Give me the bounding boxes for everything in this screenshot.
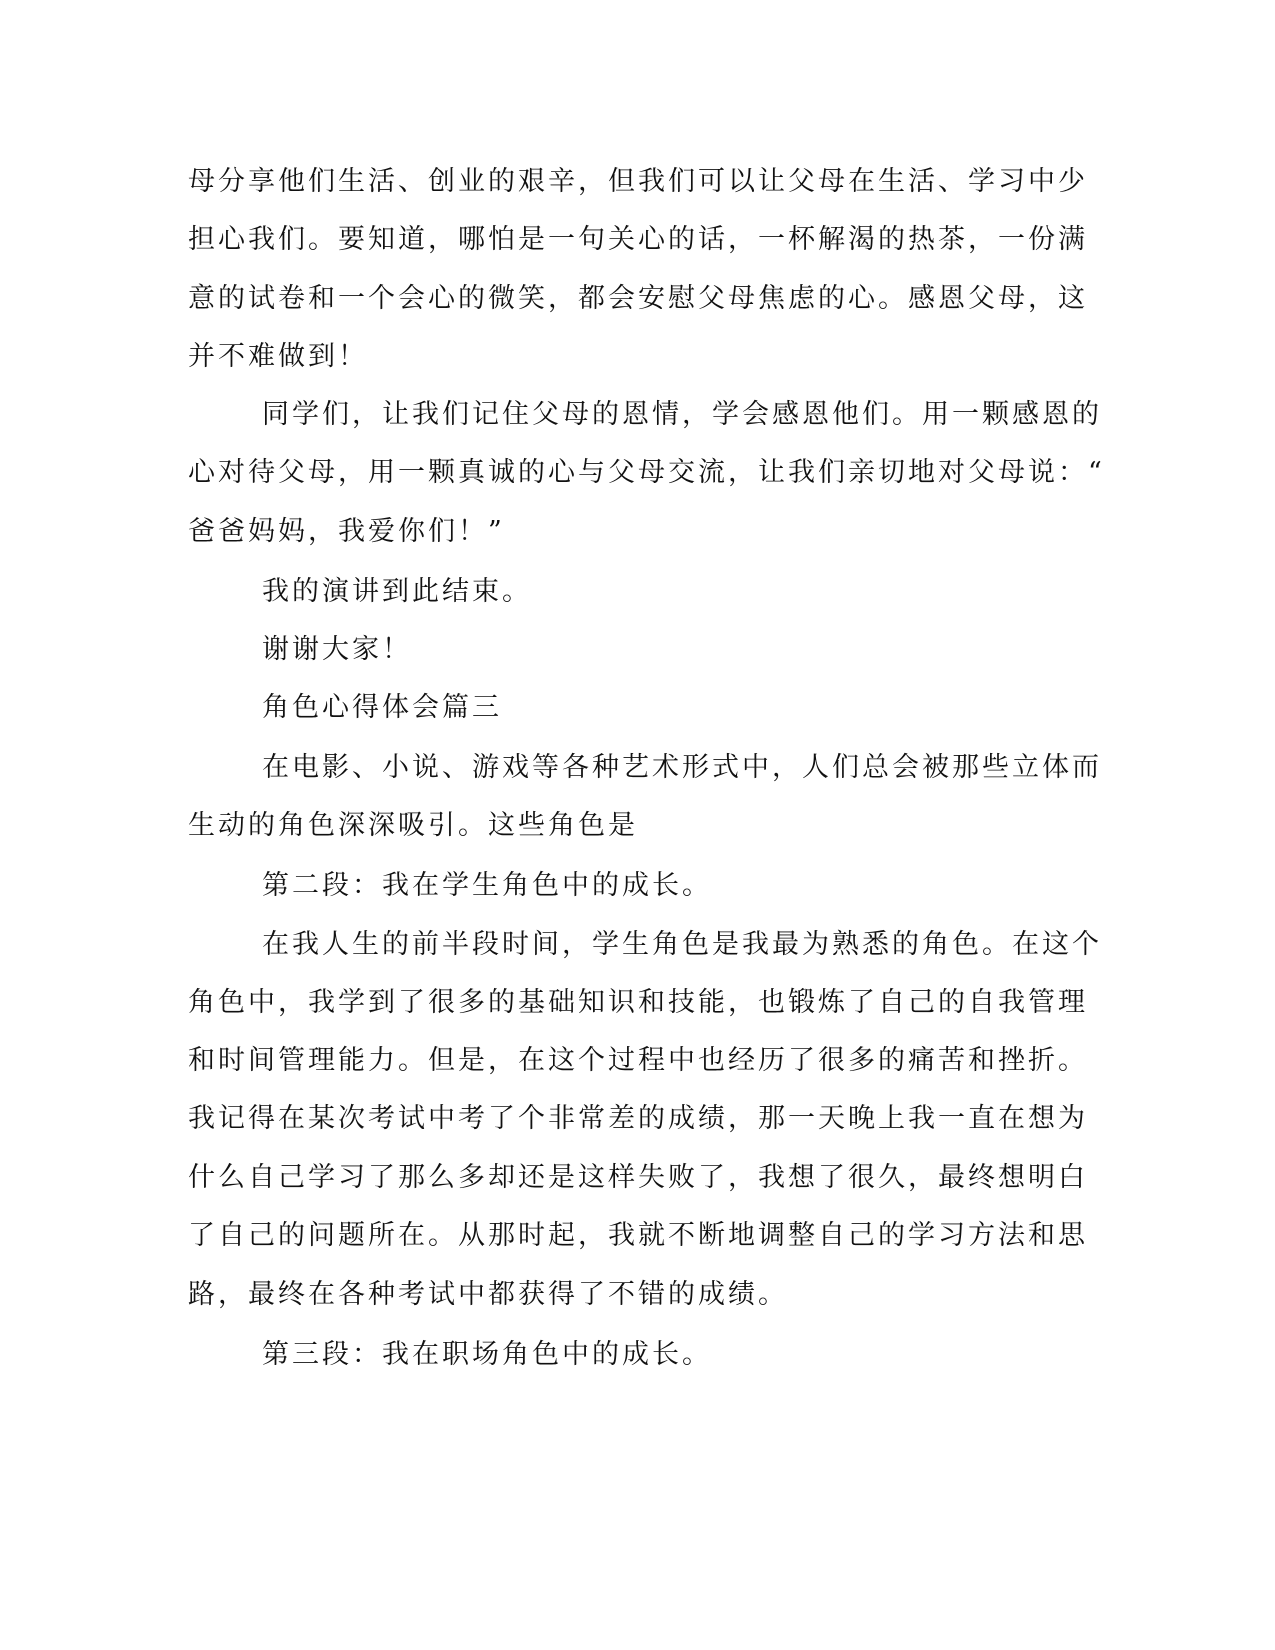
subsection-heading: 第二段：我在学生角色中的成长。 bbox=[262, 870, 712, 901]
paragraph-line: 并不难做到！ bbox=[188, 341, 368, 372]
paragraph-line: 母分享他们生活、创业的艰辛，但我们可以让父母在生活、学习中少 bbox=[188, 166, 1088, 197]
paragraph-line: 爸爸妈妈，我爱你们！” bbox=[188, 516, 505, 547]
paragraph-line: 路，最终在各种考试中都获得了不错的成绩。 bbox=[188, 1279, 788, 1310]
paragraph-line: 什么自己学习了那么多却还是这样失败了，我想了很久，最终想明白 bbox=[188, 1162, 1088, 1193]
subsection-heading: 第三段：我在职场角色中的成长。 bbox=[262, 1339, 712, 1370]
paragraph-line: 我记得在某次考试中考了个非常差的成绩，那一天晚上我一直在想为 bbox=[188, 1103, 1088, 1134]
paragraph-line: 了自己的问题所在。从那时起，我就不断地调整自己的学习方法和思 bbox=[188, 1220, 1088, 1251]
paragraph-line: 心对待父母，用一颗真诚的心与父母交流，让我们亲切地对父母说：“ bbox=[188, 457, 1105, 488]
paragraph-line: 在我人生的前半段时间，学生角色是我最为熟悉的角色。在这个 bbox=[262, 929, 1102, 960]
paragraph-line: 担心我们。要知道，哪怕是一句关心的话，一杯解渴的热茶，一份满 bbox=[188, 224, 1088, 255]
section-title: 角色心得体会篇三 bbox=[262, 692, 502, 723]
paragraph-line: 同学们，让我们记住父母的恩情，学会感恩他们。用一颗感恩的 bbox=[262, 399, 1102, 430]
paragraph-line: 在电影、小说、游戏等各种艺术形式中，人们总会被那些立体而 bbox=[262, 752, 1102, 783]
paragraph-line: 意的试卷和一个会心的微笑，都会安慰父母焦虑的心。感恩父母，这 bbox=[188, 283, 1088, 314]
paragraph-line: 和时间管理能力。但是，在这个过程中也经历了很多的痛苦和挫折。 bbox=[188, 1045, 1088, 1076]
closing-line: 我的演讲到此结束。 bbox=[262, 576, 532, 607]
thanks-line: 谢谢大家！ bbox=[262, 634, 412, 665]
paragraph-line: 生动的角色深深吸引。这些角色是 bbox=[188, 810, 638, 841]
paragraph-line: 角色中，我学到了很多的基础知识和技能，也锻炼了自己的自我管理 bbox=[188, 987, 1088, 1018]
